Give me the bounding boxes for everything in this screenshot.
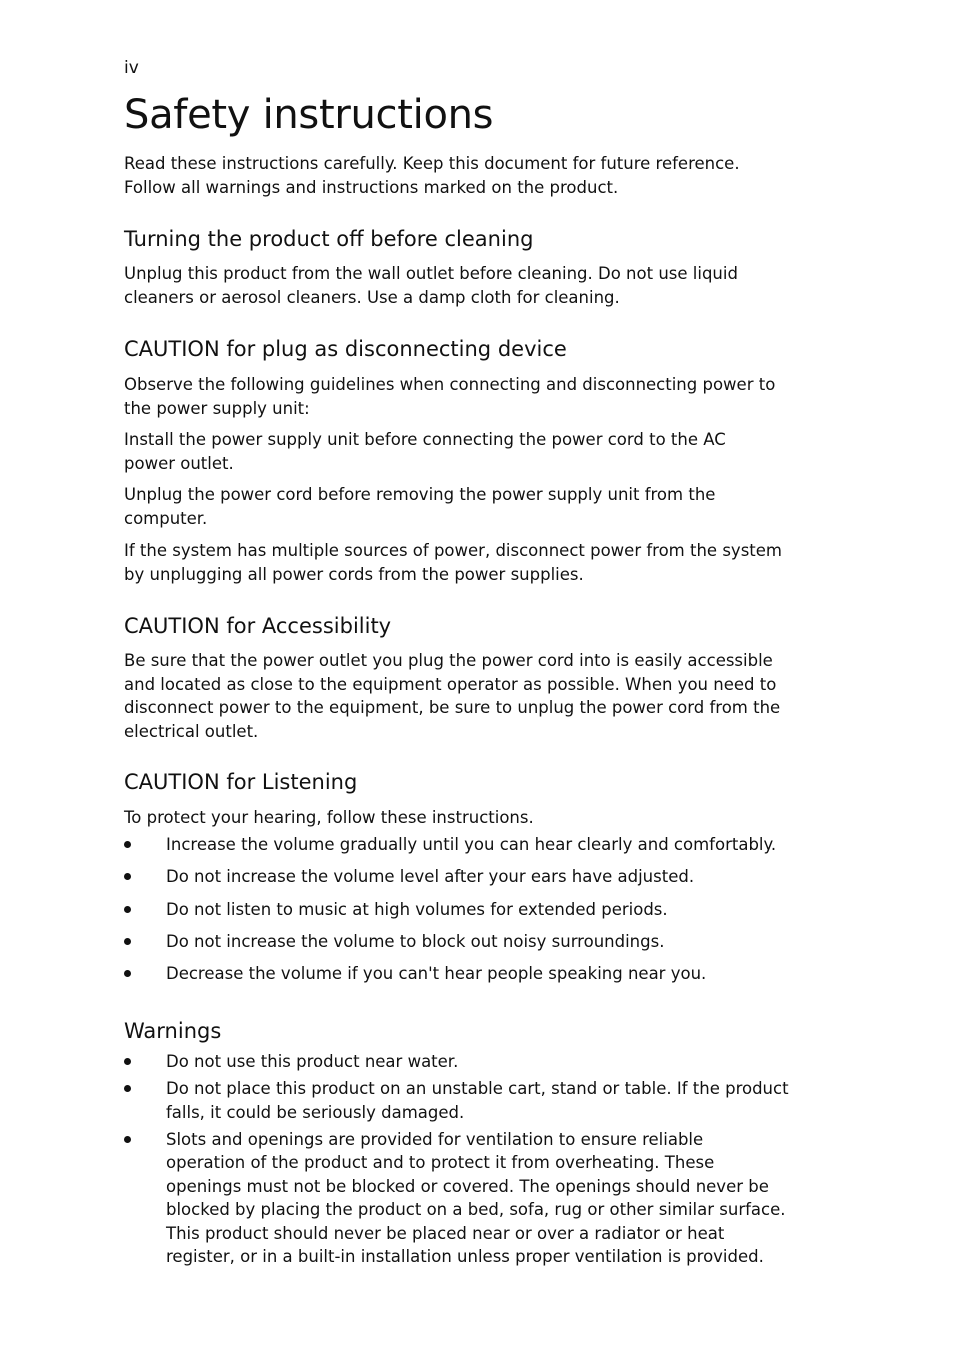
list-item: Slots and openings are provided for ventilation to ensure reliable operation of the product and to protect it from overheating. These openings must not be blocked or covered. The openings should never be blocked by placing the product on a bed, sofa, rug or other similar surface. This product should never be placed near or over a radiator or heat register, or in a built-in installation unless proper ventilation is provided. <box>124 1128 814 1269</box>
paragraph-line: by unplugging all power cords from the power supplies. <box>124 564 584 584</box>
bullet-icon <box>124 873 131 880</box>
paragraph-line: Install the power supply unit before connecting the power cord to the AC <box>124 430 726 449</box>
cleaning-paragraph <box>124 262 814 309</box>
paragraph-line: computer. <box>124 508 208 528</box>
list-item: Do not increase the volume to block out noisy surroundings. <box>124 930 814 954</box>
page-title: Safety instructions <box>124 92 494 138</box>
plug-paragraph-2 <box>124 428 814 475</box>
bullet-icon <box>124 1058 131 1065</box>
paragraph-line: Be sure that the power outlet you plug the power cord into is easily accessible <box>124 651 773 670</box>
listening-bullet-list <box>124 833 814 986</box>
paragraph-line: Unplug this product from the wall outlet before cleaning. Do not use liquid <box>124 264 738 283</box>
page-number: iv <box>124 58 139 78</box>
list-item: Do not listen to music at high volumes for extended periods. <box>124 898 814 922</box>
paragraph-line: Unplug the power cord before removing the power supply unit from the <box>124 485 716 504</box>
bullet-icon <box>124 1085 131 1092</box>
section-heading-plug: CAUTION for plug as disconnecting device <box>124 337 567 361</box>
paragraph-line: electrical outlet. <box>124 721 259 741</box>
list-item: Increase the volume gradually until you can hear clearly and comfortably. <box>124 833 814 857</box>
bullet-icon <box>124 841 131 848</box>
paragraph-line: power outlet. <box>124 453 234 473</box>
list-item: Decrease the volume if you can't hear people speaking near you. <box>124 962 814 986</box>
plug-paragraph-3 <box>124 483 814 530</box>
paragraph-line: If the system has multiple sources of power, disconnect power from the system <box>124 541 782 560</box>
paragraph-line: the power supply unit: <box>124 398 310 418</box>
list-item: Do not increase the volume level after your ears have adjusted. <box>124 865 814 889</box>
section-heading-accessibility: CAUTION for Accessibility <box>124 614 392 638</box>
listening-intro: To protect your hearing, follow these instructions. <box>124 808 534 827</box>
paragraph-line: Observe the following guidelines when connecting and disconnecting power to <box>124 375 776 394</box>
intro-line: Read these instructions carefully. Keep this document for future reference. <box>124 154 740 173</box>
paragraph-line: disconnect power to the equipment, be sure to unplug the power cord from the <box>124 698 781 717</box>
plug-paragraph-1 <box>124 373 814 420</box>
bullet-icon <box>124 938 131 945</box>
list-item: Do not place this product on an unstable cart, stand or table. If the product falls, it could be seriously damaged. <box>124 1077 814 1124</box>
paragraph-line: cleaners or aerosol cleaners. Use a damp cloth for cleaning. <box>124 287 620 307</box>
intro-line: Follow all warnings and instructions marked on the product. <box>124 177 619 197</box>
intro-paragraph <box>124 152 814 199</box>
section-heading-cleaning: Turning the product off before cleaning <box>124 227 534 251</box>
paragraph-line: and located as close to the equipment operator as possible. When you need to <box>124 674 777 694</box>
section-heading-listening: CAUTION for Listening <box>124 770 358 794</box>
bullet-icon <box>124 1136 131 1143</box>
warnings-bullet-list <box>124 1050 814 1269</box>
accessibility-paragraph <box>124 649 814 743</box>
list-item: Do not use this product near water. <box>124 1050 814 1074</box>
bullet-icon <box>124 970 131 977</box>
bullet-icon <box>124 906 131 913</box>
section-heading-warnings: Warnings <box>124 1019 222 1043</box>
plug-paragraph-4 <box>124 539 814 586</box>
